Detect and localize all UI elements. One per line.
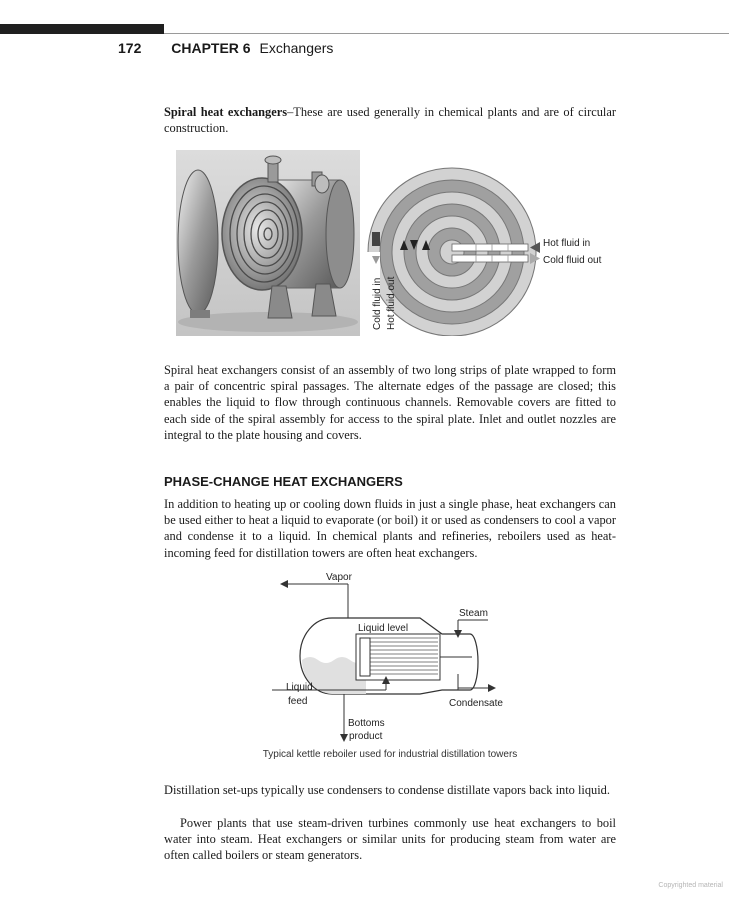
power-plants-paragraph: Power plants that use steam-driven turbines commonly use heat exchangers to boil water into steam. Heat exchangers or similar units for producing steam from water are often called boilers or steam generators. — [164, 816, 616, 863]
figure-caption: Typical kettle reboiler used for industrial distillation towers — [262, 749, 518, 760]
phase-change-paragraph: In addition to heating up or cooling down fluids in just a single phase, heat exchangers can be used either to heat a liquid to evaporate (or boil) it or used as condensers to cool a vapor and condense it to a liquid. In chemical plants and refineries, reboilers used as heat-incoming feed for distillation towers are often heat exchangers. — [164, 497, 616, 560]
spiral-flow-diagram — [366, 160, 618, 336]
bottoms-label-1: Bottoms — [348, 718, 385, 729]
intro-paragraph — [164, 104, 616, 136]
chapter-title: Exchangers — [259, 40, 334, 56]
cold-in-marker — [372, 232, 380, 246]
bottoms-label-2: product — [349, 731, 383, 742]
vapor-label: Vapor — [326, 572, 352, 583]
cold-fluid-out-label: Cold fluid out — [543, 255, 602, 266]
liquid-feed-label-1: Liquid — [286, 682, 313, 693]
section-heading: PHASE-CHANGE HEAT EXCHANGERS — [164, 474, 403, 489]
intro-term: Spiral heat exchangers — [164, 105, 288, 119]
chapter-label: CHAPTER 6 — [171, 40, 251, 56]
spiral-exchanger-photo — [176, 150, 360, 336]
liquid-feed-label-2: feed — [288, 696, 308, 707]
spiral-description-paragraph: Spiral heat exchangers consist of an assembly of two long strips of plate wrapped to form a pair of concentric spiral passages. The alternate edges of the passage are closed; this enables the liquid to flow through continuous channels. Removable covers are fitted to each side of the spiral assembly for access to the spiral plate. Inlet and outlet nozzles are integral to the plate housing and covers. — [164, 363, 616, 442]
liquid-level-label: Liquid level — [358, 623, 409, 634]
header-rule — [164, 33, 729, 34]
copyright-notice: Copyrighted material — [658, 882, 723, 889]
condensate-label: Condensate — [449, 698, 503, 709]
hot-fluid-in-label: Hot fluid in — [543, 238, 591, 249]
hot-fluid-out-label: Hot fluid out — [386, 276, 397, 330]
steam-label: Steam — [459, 608, 488, 619]
distillation-paragraph: Distillation set-ups typically use condensers to condense distillate vapors back into liquid. — [164, 783, 610, 797]
page-number: 172 — [118, 40, 142, 56]
header-bar — [0, 24, 164, 34]
kettle-reboiler-diagram — [260, 568, 520, 748]
intro-text: –These are used generally in chemical plants and are of circular construction. — [164, 105, 616, 136]
cold-fluid-in-label: Cold fluid in — [372, 277, 383, 330]
running-header — [118, 40, 333, 56]
